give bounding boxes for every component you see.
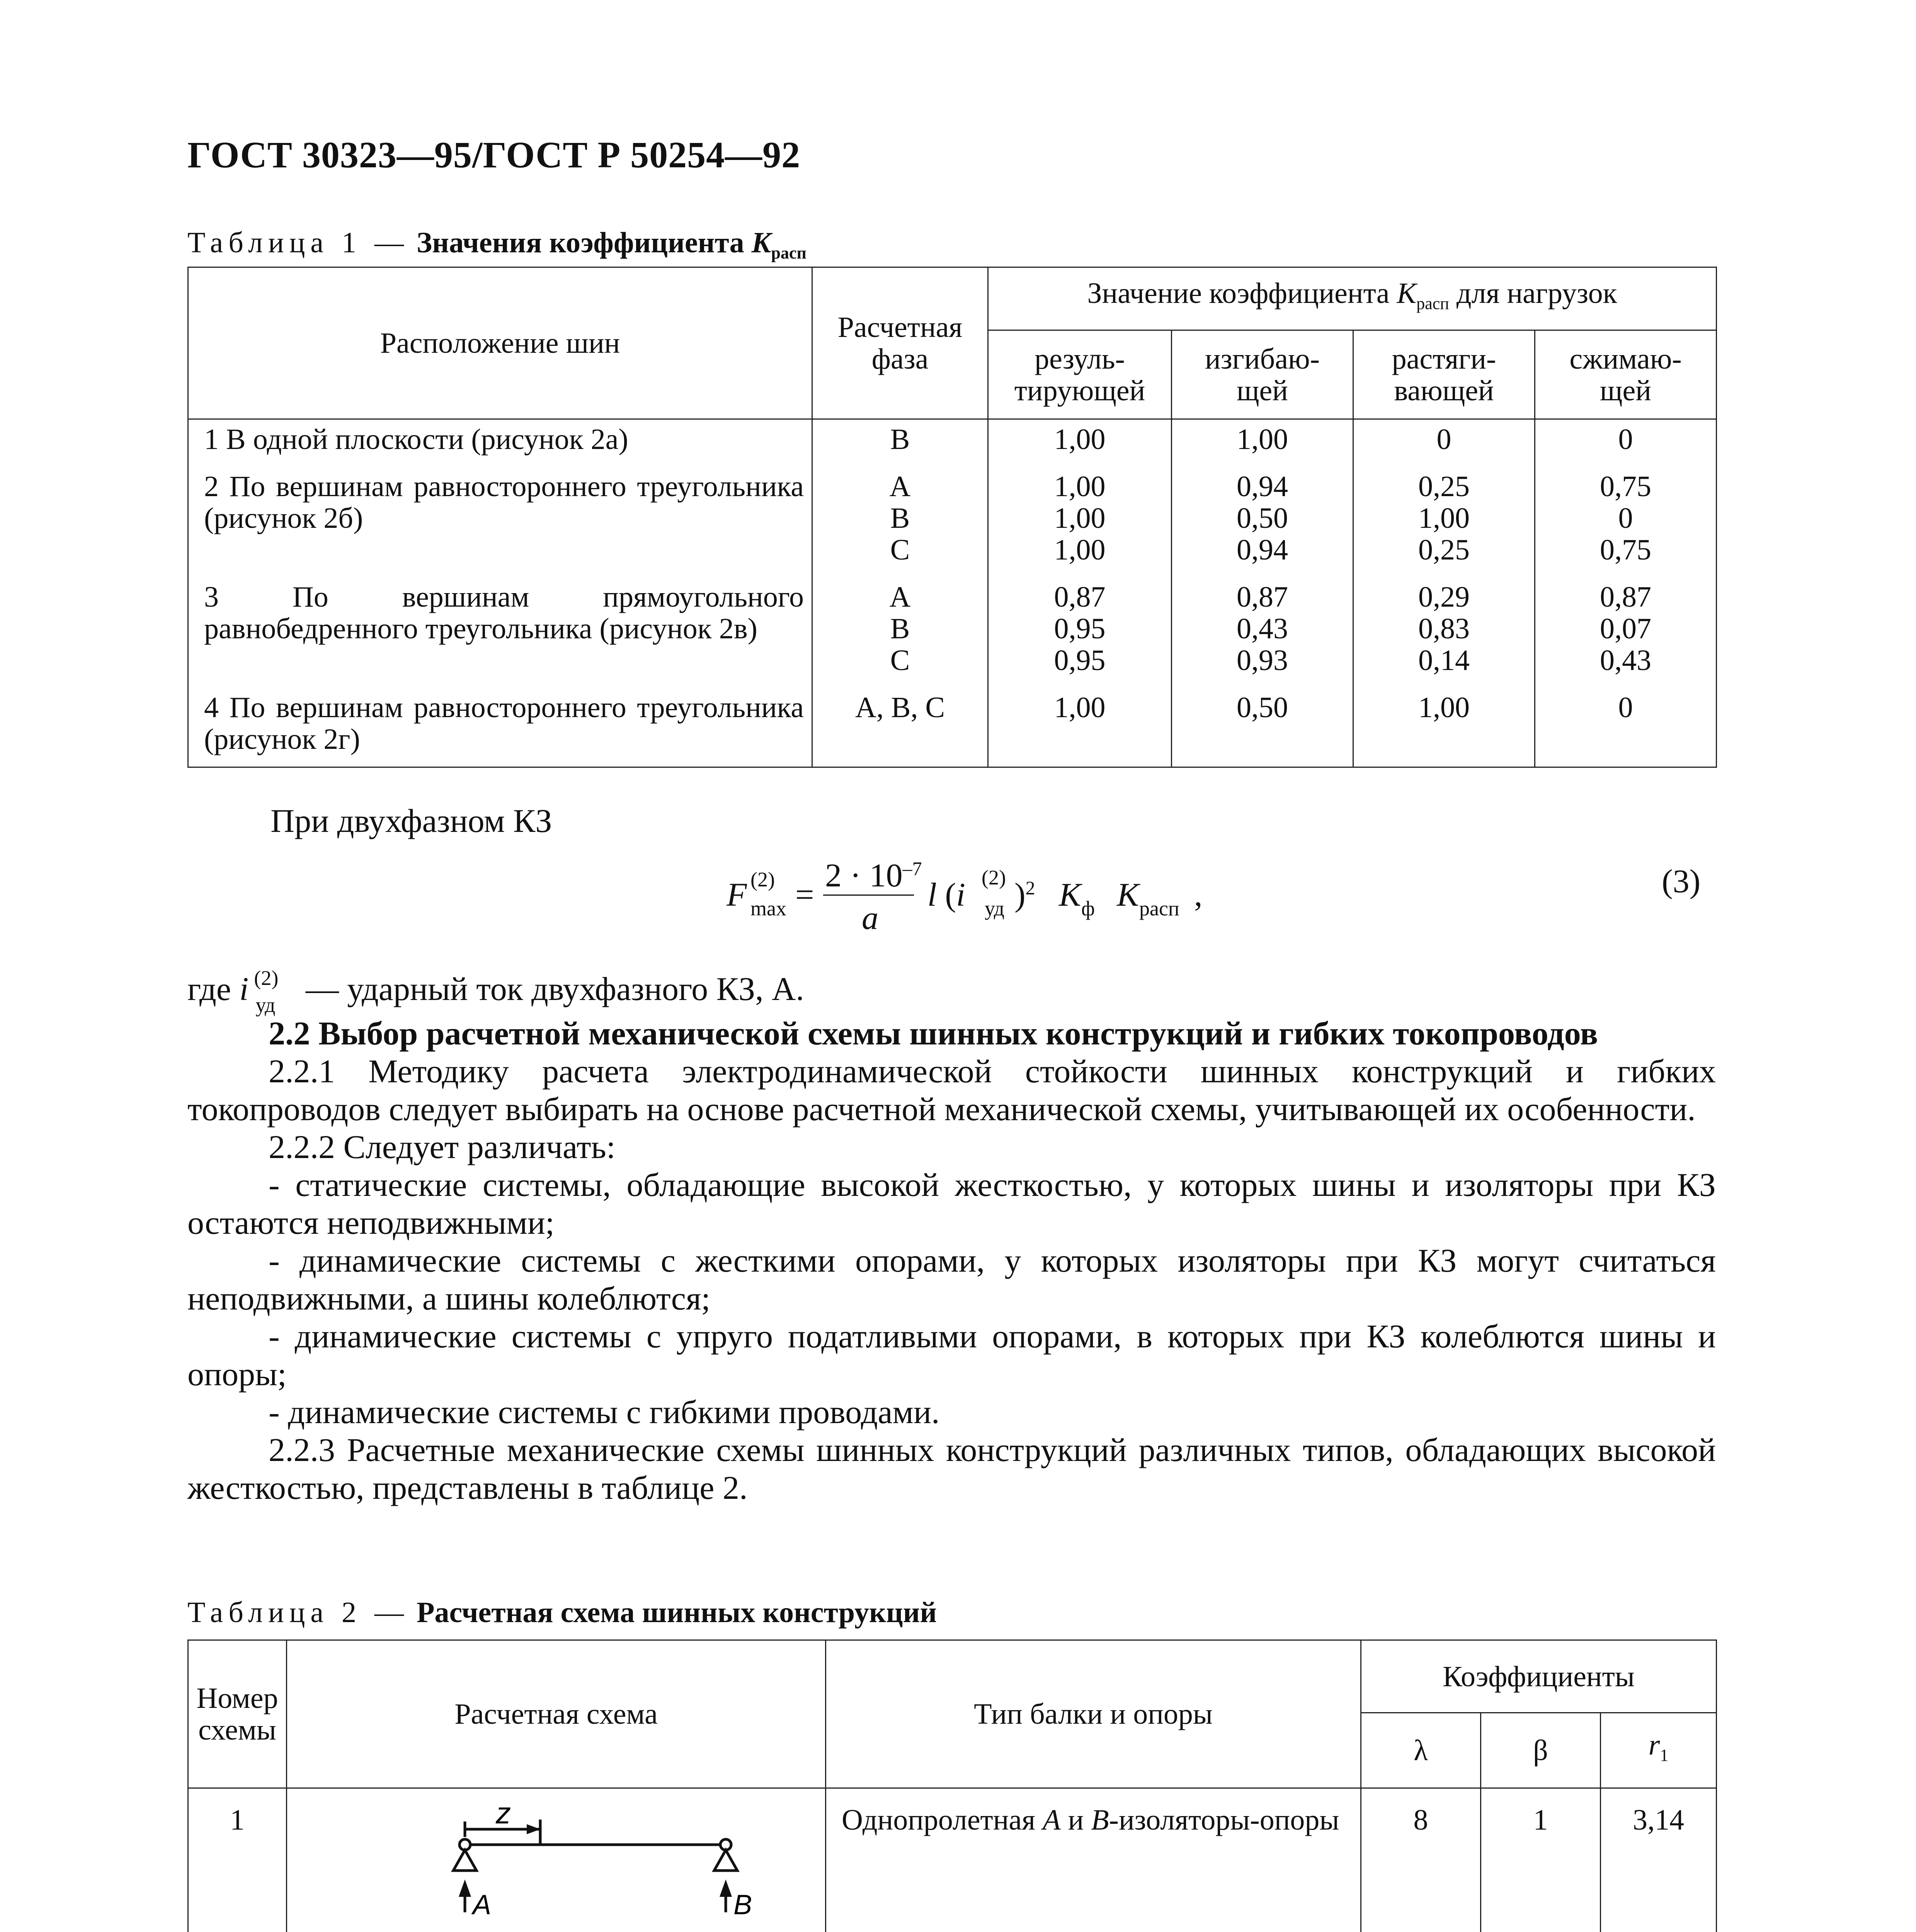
dimension-arrow-icon <box>527 1824 540 1834</box>
table2-caption-label: Таблица 2 — <box>187 1596 410 1629</box>
table-row: 3 По вершинам прямоугольного равнобедренного треугольника (рисунок 2в) А В С 0,87 0,95 0,95 0,87 0,43 0,93 0,29 0,83 0,14 0,87 0,07 0,43 <box>188 577 1717 688</box>
table1-caption-symbol: K <box>751 226 771 259</box>
bullet-item: - динамические системы с жесткими опорами, у которых изоляторы при КЗ могут считаться неподвижными, а шины колеблются; <box>187 1242 1716 1317</box>
table1-header-load: сжимаю-щей <box>1535 330 1717 419</box>
table1-header-load: изгибаю-щей <box>1172 330 1353 419</box>
bullet-item: - динамические системы с упруго податливыми опорами, в которых при КЗ колеблются шины и опоры; <box>187 1318 1716 1393</box>
table2-header-scheme: Расчетная схема <box>287 1640 826 1788</box>
table1 <box>187 267 1717 768</box>
section-body <box>187 1052 1716 1507</box>
bullet-item: - динамические системы с гибкими проводами. <box>269 1393 940 1430</box>
bullet-item: - статические системы, обладающие высокой жесткостью, у которых шины и изоляторы при КЗ остаются неподвижными; <box>187 1166 1716 1241</box>
table1-header-phase: Расчетная фаза <box>812 267 988 419</box>
table1-header-load: резуль-тирующей <box>988 330 1172 419</box>
table2-caption-title: Расчетная схема шинных конструкций <box>417 1596 937 1629</box>
beam-diagram-1 <box>287 1804 826 1920</box>
paragraph-2-2-1: 2.2.1 Методику расчета электродинамической стойкости шинных конструкций и гибких токопроводов следует выбирать на основе расчетной механической схемы, учитывающей их особенности. <box>187 1053 1716 1128</box>
table1-caption <box>187 226 807 263</box>
label-a: A <box>473 1889 492 1920</box>
scheme-type: Однопролетная А и В-изоляторы-опоры <box>826 1788 1361 1932</box>
table2-header-coef: Коэффициенты <box>1361 1640 1717 1713</box>
table1-header-position: Расположение шин <box>188 267 812 419</box>
table-row: 2 По вершинам равностороннего треугольника (рисунок 2б) А В С 1,00 1,00 1,00 0,94 0,50 0,94 0,25 1,00 0,25 0,75 0 0,75 <box>188 467 1717 577</box>
formula-number: (3) <box>1662 862 1701 900</box>
label-z: z <box>496 1804 511 1830</box>
formula-numerator: $2 \cdot 10^{-7}$ <box>825 857 922 894</box>
table1-header-load: растяги-вающей <box>1353 330 1535 419</box>
table1-header-group: Значение коэффициента $K_{расп}$ для нагрузок <box>988 267 1717 330</box>
two-phase-label: При двухфазном КЗ <box>271 802 552 839</box>
label-b: B <box>733 1889 752 1920</box>
scheme-1-diagram <box>287 1788 826 1932</box>
paragraph-2-2-3: 2.2.3 Расчетные механические схемы шинных конструкций различных типов, обладающих высокой жесткостью, представлены в таблице 2. <box>187 1431 1716 1506</box>
table2-header-lambda: λ <box>1361 1713 1481 1788</box>
table2-header-type: Тип балки и опоры <box>826 1640 1361 1788</box>
table2-header-r: $r_1$ <box>1601 1713 1717 1788</box>
force-arrow-icon <box>720 1879 732 1897</box>
force-arrow-icon <box>459 1879 471 1897</box>
paragraph-2-2-2: 2.2.2 Следует различать: <box>269 1128 616 1165</box>
table1-caption-sub: расп <box>771 243 807 263</box>
table2-caption <box>187 1596 937 1629</box>
table-row: 4 По вершинам равностороннего треугольника (рисунок 2г) А, В, С 1,00 0,50 1,00 0 <box>188 688 1717 767</box>
document-header: ГОСТ 30323—95/ГОСТ Р 50254—92 <box>187 134 801 175</box>
where-clause: где i (2) уд — ударный ток двухфазного КЗ, А. <box>187 966 804 1017</box>
formula-3: F (2) max = $2 \cdot 10^{-7}$ a l (i (2) уд )$^2$ K ф K расп , <box>727 857 1203 936</box>
section-title: 2.2 Выбор расчетной механической схемы шинных конструкций и гибких токопроводов <box>269 1015 1598 1052</box>
table-row: 1 В одной плоскости (рисунок 2а) В 1,00 1,00 0 0 <box>188 419 1717 467</box>
table2-header-beta: β <box>1481 1713 1601 1788</box>
table1-caption-title: Значения коэффициента <box>417 226 744 259</box>
table-row: 1 z A B Однопролетная А и В-изоляторы-опоры 8 1 3,14 <box>188 1788 1717 1932</box>
table2 <box>187 1639 1717 1932</box>
table1-caption-label: Таблица 1 — <box>187 226 410 259</box>
table2-header-num: Номер схемы <box>188 1640 287 1788</box>
